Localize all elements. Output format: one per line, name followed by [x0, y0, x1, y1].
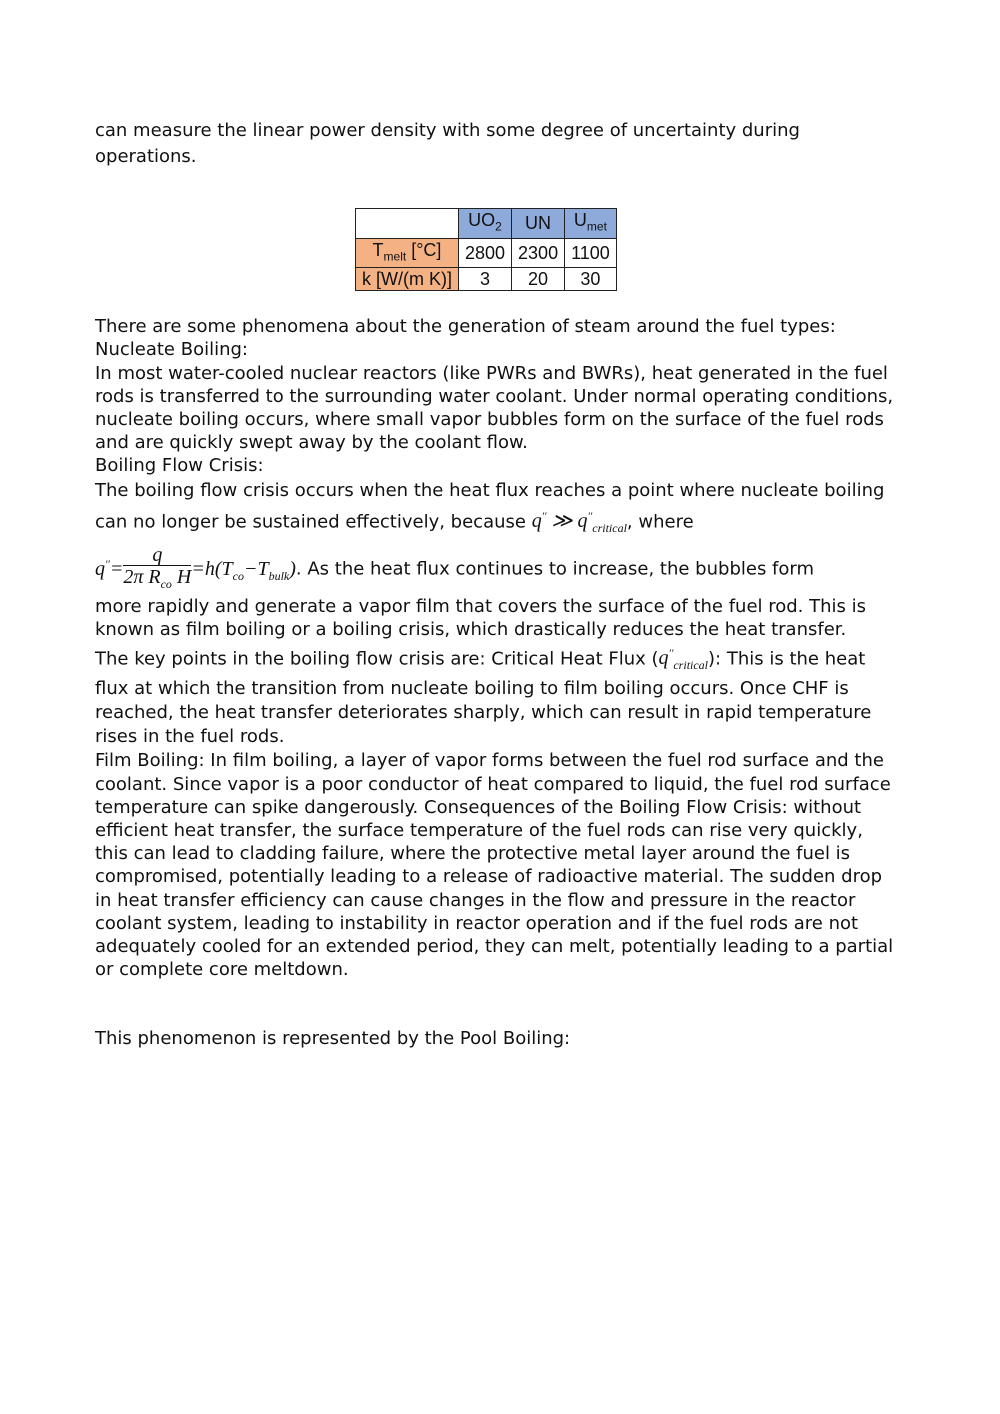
header-umet: $U_{met}$ — [565, 209, 617, 239]
table-header-row — [356, 209, 617, 239]
table-corner-cell — [356, 209, 459, 239]
table-row — [356, 268, 617, 291]
heat-flux-equation-line: q′′= $\frac{q}{2\pi R_{co} H}$ $=h(T_{co}-T_{bulk})$. As the heat flux continues to increase, the bubbles form — [95, 545, 895, 589]
table-cell: 30 — [565, 268, 617, 291]
intro-paragraph: can measure the linear power density with some degree of uncertainty during operations. — [95, 120, 800, 167]
table-cell: 3 — [458, 268, 511, 291]
document-page — [95, 118, 895, 1051]
key-points-paragraph: The key points in the boiling flow crisis are: Critical Heat Flux $(q''_{critical})$: This is the heat flux at which the transition from nucleate boiling to film boiling occurs. Once CHF is reached, the heat transfer deteriorates sharply, which can result in rapid temperature rises in the fuel rods. — [95, 647, 872, 748]
table-row — [356, 238, 617, 268]
table-cell: 2800 — [458, 238, 511, 268]
table-cell: 2300 — [512, 238, 565, 268]
nucleate-boiling-heading: Nucleate Boiling: — [95, 339, 248, 361]
header-uo2: $UO_2$ — [458, 209, 511, 239]
boiling-crisis-paragraph: The boiling flow crisis occurs when the heat flux reaches a point where nucleate boiling can no longer be sustained effectively, because q′′ ≫ $q''_{critical}$, where — [95, 479, 885, 536]
pool-boiling-paragraph: This phenomenon is represented by the Pool Boiling: — [95, 1028, 571, 1050]
heat-flux-inequality: q′′ ≫ $q''_{critical}$ — [531, 510, 627, 536]
fuel-properties-table — [355, 208, 617, 291]
critical-heat-flux-symbol: $q''_{critical}$ — [658, 647, 709, 673]
film-boiling-intro-paragraph: more rapidly and generate a vapor film that covers the surface of the fuel rod. This is known as film boiling or a boiling crisis, which drastically reduces the heat transfer. — [95, 596, 867, 641]
nucleate-boiling-paragraph: In most water-cooled nuclear reactors (like PWRs and BWRs), heat generated in the fuel rods is transferred to the surrounding water coolant. Under normal operating conditions, nucleate boiling occurs, where small vapor bubbles form on the surface of the fuel rods and are quickly swept away by the coolant flow. — [95, 362, 894, 454]
row-label-k: k [W/(m K)] — [356, 268, 459, 291]
row-label-tmelt: $T_{melt}$ [°C] — [356, 238, 459, 268]
phenomena-paragraph: There are some phenomena about the generation of steam around the fuel types: — [95, 316, 836, 338]
table-cell: 1100 — [565, 238, 617, 268]
boiling-flow-crisis-heading: Boiling Flow Crisis: — [95, 455, 264, 477]
heat-flux-fraction: $\frac{q}{2\pi R_{co} H}$ — [123, 544, 192, 592]
film-boiling-paragraph: Film Boiling: In film boiling, a layer of vapor forms between the fuel rod surface and the coolant. Since vapor is a poor conductor of heat compared to liquid, the fuel rod surface temperature can spike dangerously. Consequences of the Boiling Flow Crisis: without efficient heat transfer, the surface temperature of the fuel rods can rise very quickly, this can lead to cladding failure, where the protective metal layer around the fuel is compromised, potentially leading to a release of radioactive material. The sudden drop in heat transfer efficiency can cause changes in the flow and pressure in the reactor coolant system, leading to instability in reactor operation and if the fuel rods are not adequately cooled for an extended period, they can melt, potentially leading to a partial or complete core meltdown. — [95, 750, 894, 981]
header-un: UN — [512, 209, 565, 239]
table-cell: 20 — [512, 268, 565, 291]
